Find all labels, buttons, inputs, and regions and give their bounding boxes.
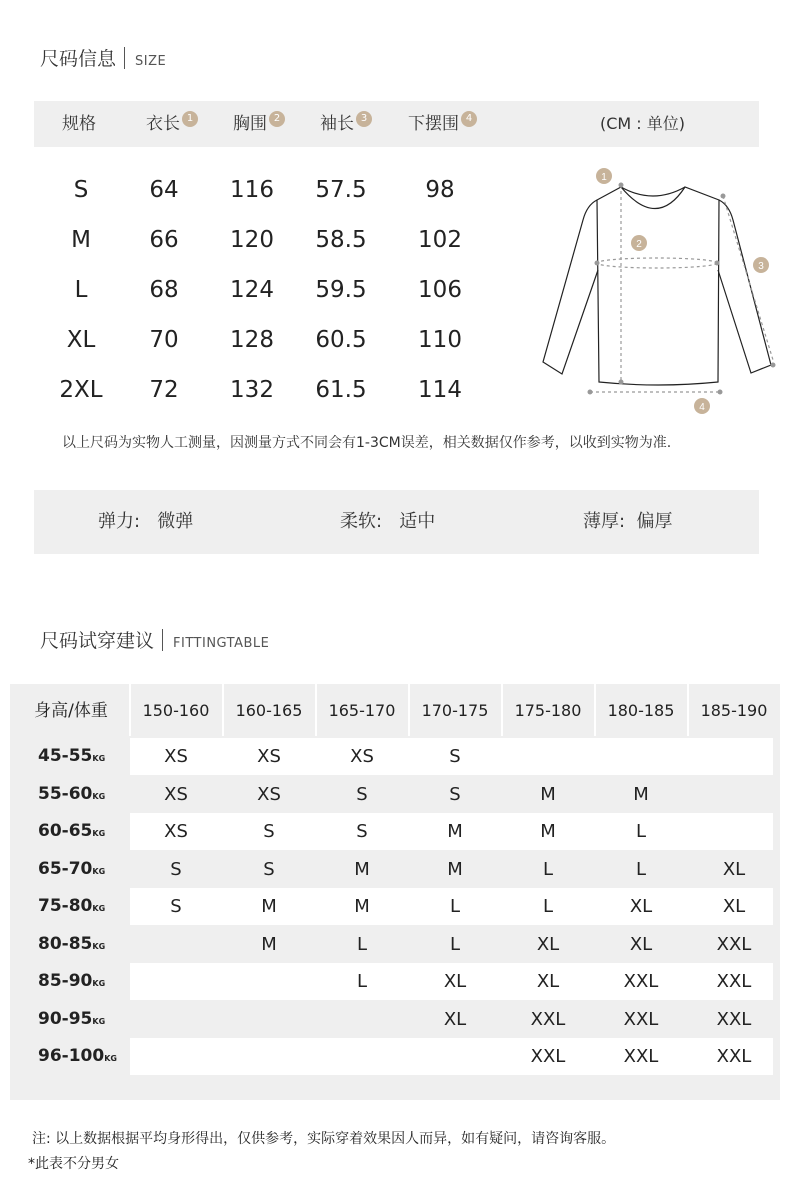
size-recommendation-cell <box>130 1038 222 1075</box>
size-recommendation-cell <box>688 738 780 775</box>
size-recommendation-cell <box>688 813 780 850</box>
svg-text:1: 1 <box>601 172 607 183</box>
sweater-diagram <box>535 160 785 420</box>
header-spec: 规格 <box>62 114 96 134</box>
title-divider <box>124 47 125 69</box>
size-recommendation-cell <box>223 963 315 1000</box>
size-recommendation-cell: M <box>447 858 463 880</box>
column-divider <box>687 684 689 736</box>
badge-4: 4 <box>461 111 477 127</box>
size-recommendation-cell <box>130 1001 222 1038</box>
header-length: 衣长 1 <box>146 101 198 147</box>
size-cell: 70 <box>149 327 179 353</box>
size-recommendation-cell <box>502 738 594 775</box>
size-recommendation-cell: L <box>356 971 368 992</box>
size-recommendation-cell: XL <box>629 896 653 917</box>
size-recommendation-cell: L <box>449 933 461 955</box>
sweater-outline <box>543 187 771 385</box>
weight-label: 65-70KG <box>38 858 106 879</box>
size-title-text: 尺码信息 <box>40 48 117 70</box>
title-divider <box>162 629 163 651</box>
size-cell: M <box>71 227 91 253</box>
size-cell: 132 <box>230 377 274 403</box>
size-recommendation-cell: XS <box>164 746 188 767</box>
size-cell: 61.5 <box>315 377 367 403</box>
size-cell: 114 <box>418 377 462 403</box>
size-cell: 98 <box>425 177 455 203</box>
size-cell: 64 <box>149 177 179 203</box>
size-recommendation-cell <box>130 926 222 963</box>
size-recommendation-cell: XS <box>350 746 374 767</box>
size-recommendation-cell: XL <box>443 1008 467 1030</box>
size-cell: 128 <box>230 327 274 353</box>
height-header: 165-170 <box>328 701 396 720</box>
size-recommendation-cell: L <box>356 933 368 955</box>
size-cell: 102 <box>418 227 462 253</box>
header-hem: 下摆围 4 <box>408 101 477 147</box>
fitting-corner: 身高/体重 <box>34 701 108 721</box>
size-recommendation-cell: L <box>635 821 647 842</box>
size-recommendation-cell: XL <box>722 858 746 880</box>
header-chest: 胸围 2 <box>233 101 285 147</box>
size-recommendation-cell: M <box>261 933 277 955</box>
size-recommendation-cell <box>316 1038 408 1075</box>
size-cell: 58.5 <box>315 227 367 253</box>
weight-label: 60-65KG <box>38 821 106 841</box>
footer-note: 注: 以上数据根据平均身形得出，仅供参考，实际穿着效果因人而异，如有疑问，请咨询客服。 <box>32 1131 616 1147</box>
size-recommendation-cell: XXL <box>716 971 752 992</box>
size-recommendation-cell: XXL <box>716 1046 752 1067</box>
column-divider <box>222 684 224 736</box>
size-recommendation-cell: S <box>263 821 275 842</box>
size-recommendation-cell: S <box>356 783 368 805</box>
height-header: 170-175 <box>421 701 489 720</box>
size-recommendation-cell: M <box>540 821 556 842</box>
size-recommendation-cell <box>688 776 780 813</box>
size-cell: 68 <box>149 277 179 303</box>
size-cell: L <box>74 277 88 303</box>
height-header: 175-180 <box>514 701 582 720</box>
fitting-subtitle-text: FITTINGTABLE <box>173 636 270 651</box>
weight-label: 80-85KG <box>38 933 106 954</box>
size-recommendation-cell <box>223 1038 315 1075</box>
weight-label: 55-60KG <box>38 783 106 804</box>
svg-text:2: 2 <box>636 239 642 250</box>
size-recommendation-cell: XXL <box>623 1046 659 1067</box>
size-recommendation-cell <box>223 1001 315 1038</box>
size-recommendation-cell: XXL <box>623 1008 659 1030</box>
size-recommendation-cell <box>595 738 687 775</box>
size-recommendation-cell: XL <box>722 896 746 917</box>
size-recommendation-cell: M <box>354 858 370 880</box>
size-cell: 110 <box>418 327 462 353</box>
size-recommendation-cell <box>316 1001 408 1038</box>
size-cell: 72 <box>149 377 179 403</box>
size-cell: 57.5 <box>315 177 367 203</box>
fitting-title-text: 尺码试穿建议 <box>40 630 155 652</box>
height-header: 160-165 <box>235 701 303 720</box>
prop-softness: 柔软: 适中 <box>340 511 436 532</box>
weight-label: 75-80KG <box>38 896 106 916</box>
size-cell: 59.5 <box>315 277 367 303</box>
column-divider <box>408 684 410 736</box>
height-header: 150-160 <box>142 701 210 720</box>
size-recommendation-cell: L <box>542 858 554 880</box>
size-cell: 106 <box>418 277 462 303</box>
size-recommendation-cell: XS <box>164 821 188 842</box>
size-recommendation-cell: XS <box>257 746 281 767</box>
size-subtitle-text: SIZE <box>135 54 167 69</box>
diagram-marker-4 <box>694 398 710 414</box>
column-divider <box>129 684 131 736</box>
size-recommendation-cell: XL <box>443 971 467 992</box>
size-recommendation-cell: XXL <box>716 1008 752 1030</box>
column-divider <box>315 684 317 736</box>
svg-text:3: 3 <box>758 261 764 272</box>
size-recommendation-cell: XL <box>629 933 653 955</box>
size-recommendation-cell: XS <box>164 783 188 805</box>
badge-3: 3 <box>356 111 372 127</box>
weight-label: 85-90KG <box>38 971 106 991</box>
size-recommendation-cell: M <box>354 896 370 917</box>
fitting-section-title <box>40 626 269 653</box>
size-recommendation-cell <box>409 1038 501 1075</box>
size-recommendation-cell: XL <box>536 933 560 955</box>
badge-2: 2 <box>269 111 285 127</box>
badge-1: 1 <box>182 111 198 127</box>
size-recommendation-cell: S <box>449 746 461 767</box>
prop-thickness: 薄厚: 偏厚 <box>583 511 673 532</box>
size-recommendation-cell: XXL <box>530 1008 566 1030</box>
unit-label: (CM : 单位) <box>600 114 686 133</box>
size-recommendation-cell: XL <box>536 971 560 992</box>
diagram-marker-2 <box>631 235 647 251</box>
measure-note: 以上尺码为实物人工测量，因测量方式不同会有1-3CM误差，相关数据仅作参考，以收到实物为准. <box>62 435 672 451</box>
height-header: 185-190 <box>700 701 768 720</box>
weight-label: 45-55KG <box>38 746 106 766</box>
size-recommendation-cell: S <box>170 858 182 880</box>
size-recommendation-cell: L <box>635 858 647 880</box>
prop-elasticity: 弹力: 微弹 <box>98 511 194 532</box>
size-recommendation-cell: XS <box>257 783 281 805</box>
size-cell: 66 <box>149 227 179 253</box>
diagram-marker-1 <box>596 168 612 184</box>
footer-unisex-note: *此表不分男女 <box>28 1156 119 1172</box>
size-recommendation-cell: M <box>447 821 463 842</box>
size-cell: 124 <box>230 277 274 303</box>
size-cell: 120 <box>230 227 274 253</box>
column-divider <box>594 684 596 736</box>
size-section-title <box>40 44 166 71</box>
size-recommendation-cell: M <box>540 783 556 805</box>
size-cell: 116 <box>230 177 274 203</box>
size-cell: S <box>73 177 89 203</box>
size-recommendation-cell: XXL <box>623 971 659 992</box>
weight-label: 90-95KG <box>38 1008 106 1029</box>
header-sleeve: 袖长 3 <box>320 101 372 147</box>
svg-text:4: 4 <box>699 402 705 413</box>
size-cell: XL <box>66 327 96 353</box>
height-header: 180-185 <box>607 701 675 720</box>
size-recommendation-cell: M <box>261 896 277 917</box>
size-recommendation-cell: S <box>356 821 368 842</box>
size-recommendation-cell: S <box>170 896 182 917</box>
size-recommendation-cell: M <box>633 783 649 805</box>
column-divider <box>501 684 503 736</box>
size-cell: 2XL <box>59 377 103 403</box>
size-recommendation-cell: XXL <box>530 1046 566 1067</box>
size-recommendation-cell <box>130 963 222 1000</box>
diagram-marker-3 <box>753 257 769 273</box>
size-recommendation-cell: S <box>449 783 461 805</box>
size-recommendation-cell: S <box>263 858 275 880</box>
size-recommendation-cell: XXL <box>716 933 752 955</box>
size-recommendation-cell: L <box>542 896 554 917</box>
size-cell: 60.5 <box>315 327 367 353</box>
size-recommendation-cell: L <box>449 896 461 917</box>
weight-label: 96-100KG <box>38 1046 117 1066</box>
measure-lines <box>590 185 773 392</box>
